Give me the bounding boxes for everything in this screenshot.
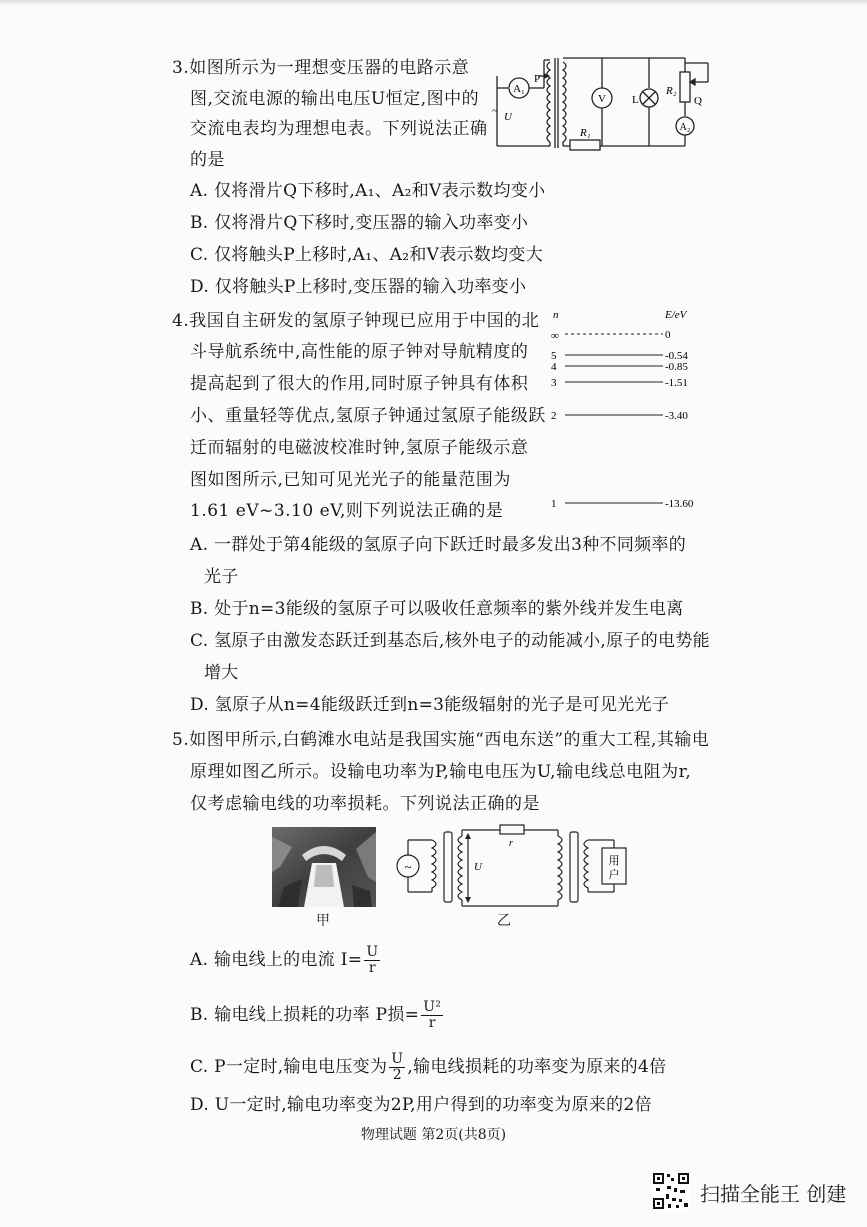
q3-line-4: 的是 (190, 150, 225, 170)
fraction-u-over-2 (389, 1052, 405, 1083)
voltage-u-label: U (474, 861, 482, 873)
page-top-edge (0, 0, 867, 6)
level-energy: 0 (665, 329, 671, 341)
energy-level-diagram (545, 302, 725, 517)
q5-option-d: D. U一定时,输电功率变为2P,用户得到的功率变为原来的2倍 (190, 1095, 652, 1115)
user-label: 用 (608, 855, 620, 867)
lamp-l-label: L (632, 94, 639, 106)
level-infinity (551, 329, 671, 342)
level-4 (551, 361, 688, 373)
q5-line-3: 仅考虑输电线的功率损耗。下列说法正确的是 (190, 794, 540, 814)
numerator: U (391, 1051, 404, 1067)
denominator: r (428, 1015, 436, 1031)
numerator: U (366, 944, 379, 960)
q3-option-c: C. 仅将触头P上移时,A₁、A₂和V表示数均变大 (190, 245, 544, 265)
level-n: ∞ (551, 330, 559, 342)
q4-line-4: 小、重量轻等优点,氢原子钟通过氢原子能级跃 (190, 406, 546, 426)
q3-line-3: 交流电表均为理想电表。下列说法正确 (190, 119, 488, 139)
q3-option-b: B. 仅将滑片Q下移时,变压器的输入功率变小 (190, 213, 529, 233)
q4-option-a: A. 一群处于第4能级的氢原子向下跃迁时最多发出3种不同频率的 (190, 535, 687, 555)
slider-q-label: Q (694, 95, 702, 107)
slider-p-label: P (534, 73, 541, 85)
fraction-u-over-r (364, 945, 380, 976)
voltmeter-v-label: V (598, 93, 606, 105)
q4-option-c: C. 氢原子由激发态跃迁到基态后,核外电子的动能减小,原子的电势能 (190, 631, 710, 651)
voltage-u-label: U (504, 111, 512, 123)
line-resistance-label: r (509, 838, 513, 849)
level-energy: -0.54 (665, 350, 688, 362)
q4-line-3: 提高起到了很大的作用,同时原子钟具有体积 (190, 374, 529, 394)
user-label-2: 户 (608, 869, 620, 881)
numerator: U² (423, 999, 442, 1015)
q4-line-6: 图如图所示,已知可见光光子的能量范围为 (190, 470, 511, 490)
caption-yi: 乙 (497, 913, 512, 929)
power-transmission-diagram (392, 820, 642, 912)
q5-line-1: 5.如图甲所示,白鹤滩水电站是我国实施“西电东送”的重大工程,其输电 (172, 730, 710, 750)
q5-line-2: 原理如图乙所示。设输电功率为P,输电电压为U,输电线总电阻为r, (190, 762, 692, 782)
q4-line-1: 4.我国自主研发的氢原子钟现已应用于中国的北 (172, 311, 540, 331)
level-1 (551, 498, 694, 510)
n-axis-label: n (553, 309, 559, 321)
level-n: 3 (551, 377, 557, 389)
q3-line-2: 图,交流电源的输出电压U恒定,图中的 (190, 89, 480, 109)
q5-option-a (190, 945, 382, 976)
level-3 (551, 377, 688, 389)
level-energy: -0.85 (665, 361, 688, 373)
resistor-r1-label: R₁ (580, 127, 591, 139)
level-n: 1 (551, 498, 557, 510)
q3-line-1: 3.如图所示为一理想变压器的电路示意 (172, 58, 470, 78)
generator-symbol: ~ (404, 859, 412, 874)
q3-option-d: D. 仅将触头P上移时,变压器的输入功率变小 (190, 277, 527, 297)
level-n: 5 (551, 350, 557, 362)
transformer-circuit-diagram (492, 48, 732, 158)
q5-option-a-text: A. 输电线上的电流 I= (190, 950, 363, 970)
energy-axis-label: E/eV (665, 309, 687, 321)
q4-line-5: 迁而辐射的电磁波校准时钟,氢原子能级示意 (190, 438, 529, 458)
ammeter-a1-label: A₁ (513, 83, 525, 95)
q5-option-c (190, 1052, 666, 1083)
q4-option-a-cont: 光子 (204, 567, 239, 587)
q4-option-b: B. 处于n=3能级的氢原子可以吸收任意频率的紫外线并发生电离 (190, 599, 684, 619)
level-n: 2 (551, 410, 557, 422)
level-energy: -1.51 (665, 377, 688, 389)
source-symbol: ~ (492, 105, 498, 117)
caption-jia: 甲 (316, 913, 331, 929)
q4-option-d: D. 氢原子从n=4能级跃迁到n=3能级辐射的光子是可见光光子 (190, 695, 670, 715)
q5-option-b (190, 1000, 445, 1031)
level-energy: -13.60 (665, 498, 694, 510)
q4-line-2: 斗导航系统中,高性能的原子钟对导航精度的 (190, 342, 529, 362)
q4-line-7: 1.61 eV~3.10 eV,则下列说法正确的是 (190, 501, 504, 521)
level-energy: -3.40 (665, 410, 688, 422)
fraction-u2-over-r (421, 1000, 443, 1031)
resistor-r2-label: R₂ (666, 85, 677, 97)
denominator: r (368, 960, 376, 976)
level-2 (551, 410, 688, 422)
page-footer: 物理试题 第2页(共8页) (360, 1127, 507, 1143)
scanner-watermark: 扫描全能王 创建 (700, 1182, 847, 1206)
q3-option-a: A. 仅将滑片Q下移时,A₁、A₂和V表示数均变小 (190, 181, 546, 201)
q5-option-c-text: C. P一定时,输电电压变为 (190, 1057, 388, 1077)
ammeter-a2-label: A₂ (679, 122, 691, 133)
level-n: 4 (551, 361, 557, 373)
q5-option-b-text: B. 输电线上损耗的功率 P损= (190, 1005, 420, 1025)
q4-option-c-cont: 增大 (204, 663, 239, 683)
hydropower-station-photo (272, 827, 376, 907)
q5-option-c-text-end: ,输电线损耗的功率变为原来的4倍 (407, 1057, 667, 1077)
qr-code-icon (652, 1172, 690, 1210)
denominator: 2 (392, 1067, 402, 1083)
